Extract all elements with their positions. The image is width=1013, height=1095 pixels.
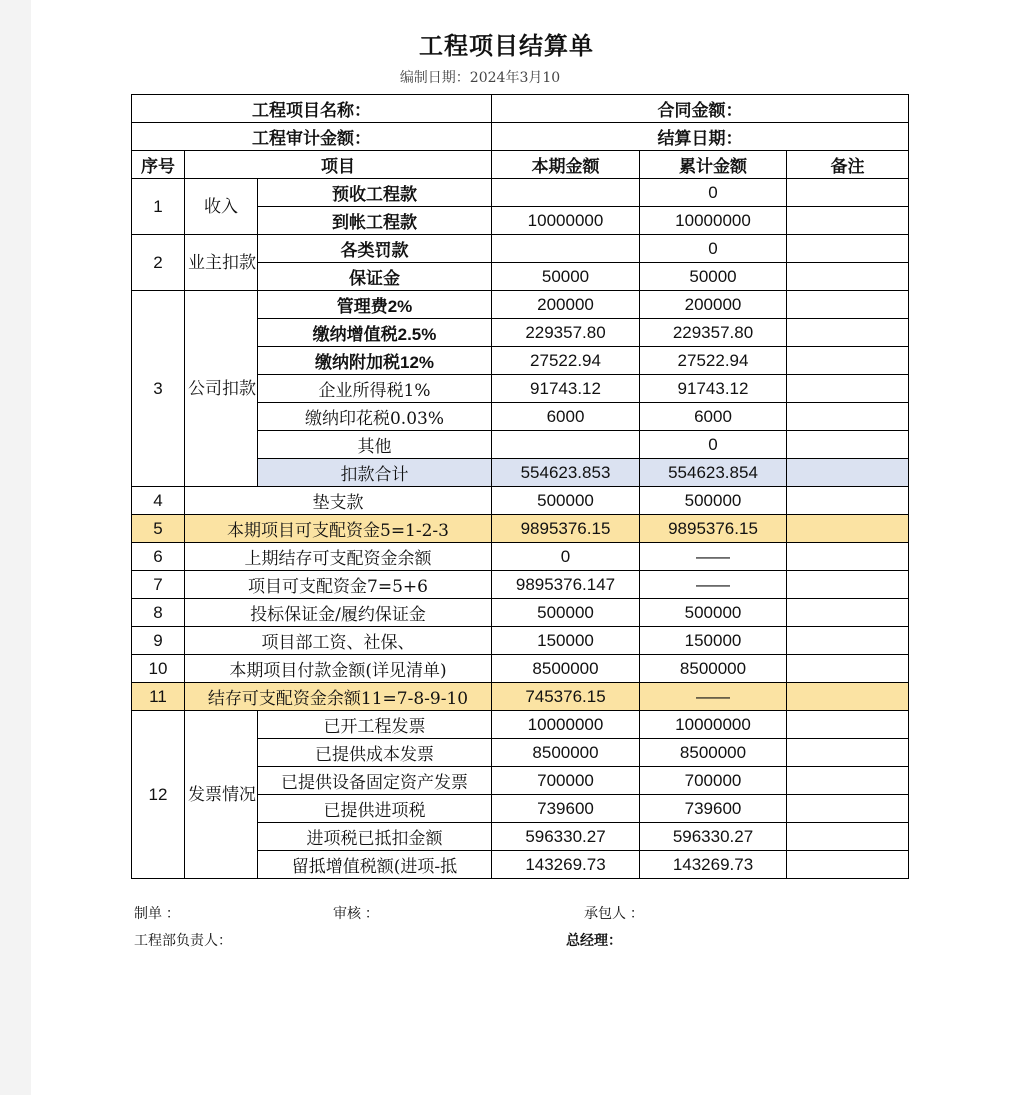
current-amount: 9895376.15 xyxy=(492,515,640,543)
remark-cell xyxy=(787,627,909,655)
current-amount: 745376.15 xyxy=(492,683,640,711)
remark-cell xyxy=(787,431,909,459)
item-cell: 上期结存可支配资金余额 xyxy=(185,543,492,571)
remark-cell xyxy=(787,403,909,431)
table-row xyxy=(132,599,909,627)
current-amount: 229357.80 xyxy=(492,319,640,347)
row-number: 10 xyxy=(132,655,185,683)
item-cell: 已提供设备固定资产发票 xyxy=(258,767,492,795)
total-amount: 0 xyxy=(640,235,787,263)
category-cell: 发票情况 xyxy=(185,711,258,879)
remark-cell xyxy=(787,263,909,291)
remark-cell xyxy=(787,347,909,375)
table-row xyxy=(132,487,909,515)
category-cell: 收入 xyxy=(185,179,258,235)
remark-cell xyxy=(787,655,909,683)
row-number: 7 xyxy=(132,571,185,599)
row-number: 3 xyxy=(132,291,185,487)
item-cell: 结存可支配资金余额11=7-8-9-10 xyxy=(185,683,492,711)
row-number: 11 xyxy=(132,683,185,711)
current-amount: 554623.853 xyxy=(492,459,640,487)
maker-label: 制单 ： xyxy=(134,905,180,921)
current-amount: 200000 xyxy=(492,291,640,319)
total-amount: —— xyxy=(640,571,787,599)
total-amount: 596330.27 xyxy=(640,823,787,851)
col-header-item: 项目 xyxy=(185,151,492,179)
remark-cell xyxy=(787,487,909,515)
row-number: 8 xyxy=(132,599,185,627)
total-amount: 8500000 xyxy=(640,655,787,683)
item-cell: 企业所得税1% xyxy=(258,375,492,403)
category-cell: 业主扣款 xyxy=(185,235,258,291)
contract-amount-label: 合同金额： xyxy=(492,95,909,123)
table-row-highlighted xyxy=(132,515,909,543)
total-amount: 554623.854 xyxy=(640,459,787,487)
item-cell: 各类罚款 xyxy=(258,235,492,263)
remark-cell xyxy=(787,291,909,319)
col-header-total: 累计金额 xyxy=(640,151,787,179)
item-cell: 项目部工资、社保、 xyxy=(185,627,492,655)
row-number: 12 xyxy=(132,711,185,879)
current-amount: 50000 xyxy=(492,263,640,291)
item-cell: 留抵增值税额(进项-抵 xyxy=(258,851,492,879)
total-amount: 200000 xyxy=(640,291,787,319)
settlement-table xyxy=(131,94,909,879)
item-cell: 垫支款 xyxy=(185,487,492,515)
current-amount xyxy=(492,235,640,263)
current-amount: 150000 xyxy=(492,627,640,655)
table-row xyxy=(132,711,909,739)
total-amount: 700000 xyxy=(640,767,787,795)
current-amount: 6000 xyxy=(492,403,640,431)
item-cell: 已提供进项税 xyxy=(258,795,492,823)
table-row xyxy=(132,627,909,655)
table-row xyxy=(132,179,909,207)
row-number: 1 xyxy=(132,179,185,235)
remark-cell xyxy=(787,179,909,207)
item-cell: 到帐工程款 xyxy=(258,207,492,235)
current-amount: 10000000 xyxy=(492,207,640,235)
item-cell: 其他 xyxy=(258,431,492,459)
current-amount: 500000 xyxy=(492,487,640,515)
current-amount xyxy=(492,179,640,207)
current-amount: 10000000 xyxy=(492,711,640,739)
remark-cell xyxy=(787,795,909,823)
settle-date-label: 结算日期： xyxy=(492,123,909,151)
item-cell: 缴纳增值税2.5% xyxy=(258,319,492,347)
row-number: 6 xyxy=(132,543,185,571)
total-amount: 6000 xyxy=(640,403,787,431)
item-cell: 投标保证金/履约保证金 xyxy=(185,599,492,627)
item-cell: 本期项目可支配资金5=1-2-3 xyxy=(185,515,492,543)
document-title: 工程项目结算单 xyxy=(419,32,594,60)
total-amount: 143269.73 xyxy=(640,851,787,879)
current-amount: 8500000 xyxy=(492,655,640,683)
table-row xyxy=(132,655,909,683)
remark-cell xyxy=(787,515,909,543)
col-header-current: 本期金额 xyxy=(492,151,640,179)
general-manager-label: 总经理： xyxy=(566,932,622,948)
contractor-label: 承包人 ： xyxy=(584,905,644,921)
remark-cell xyxy=(787,683,909,711)
project-name-label: 工程项目名称： xyxy=(132,95,492,123)
header-row-2 xyxy=(132,123,909,151)
total-amount: —— xyxy=(640,543,787,571)
table-row xyxy=(132,543,909,571)
total-amount: 150000 xyxy=(640,627,787,655)
total-amount: 50000 xyxy=(640,263,787,291)
total-amount: 27522.94 xyxy=(640,347,787,375)
item-cell: 已开工程发票 xyxy=(258,711,492,739)
total-amount: 0 xyxy=(640,431,787,459)
remark-cell xyxy=(787,207,909,235)
current-amount: 700000 xyxy=(492,767,640,795)
column-header-row xyxy=(132,151,909,179)
current-amount: 596330.27 xyxy=(492,823,640,851)
total-amount: 229357.80 xyxy=(640,319,787,347)
item-cell: 缴纳印花税0.03% xyxy=(258,403,492,431)
remark-cell xyxy=(787,235,909,263)
item-cell: 扣款合计 xyxy=(258,459,492,487)
total-amount: 500000 xyxy=(640,599,787,627)
item-cell: 项目可支配资金7=5+6 xyxy=(185,571,492,599)
current-amount: 27522.94 xyxy=(492,347,640,375)
audit-amount-label: 工程审计金额： xyxy=(132,123,492,151)
remark-cell xyxy=(787,571,909,599)
reviewer-label: 审核 ： xyxy=(333,905,379,921)
remark-cell xyxy=(787,319,909,347)
remark-cell xyxy=(787,543,909,571)
remark-cell xyxy=(787,711,909,739)
row-number: 2 xyxy=(132,235,185,291)
col-header-no: 序号 xyxy=(132,151,185,179)
total-amount: 500000 xyxy=(640,487,787,515)
total-amount: 739600 xyxy=(640,795,787,823)
remark-cell xyxy=(787,375,909,403)
row-number: 9 xyxy=(132,627,185,655)
remark-cell xyxy=(787,739,909,767)
dept-head-label: 工程部负责人： xyxy=(134,932,232,948)
row-number: 4 xyxy=(132,487,185,515)
current-amount: 0 xyxy=(492,543,640,571)
item-cell: 管理费2% xyxy=(258,291,492,319)
total-amount: 8500000 xyxy=(640,739,787,767)
table-row-highlighted xyxy=(132,683,909,711)
item-cell: 保证金 xyxy=(258,263,492,291)
compile-date: 编制日期：2024年3月10 xyxy=(399,70,561,86)
current-amount: 91743.12 xyxy=(492,375,640,403)
remark-cell xyxy=(787,459,909,487)
total-amount: —— xyxy=(640,683,787,711)
item-cell: 已提供成本发票 xyxy=(258,739,492,767)
item-cell: 进项税已抵扣金额 xyxy=(258,823,492,851)
total-amount: 9895376.15 xyxy=(640,515,787,543)
item-cell: 本期项目付款金额(详见清单) xyxy=(185,655,492,683)
remark-cell xyxy=(787,767,909,795)
item-cell: 缴纳附加税12% xyxy=(258,347,492,375)
table-row xyxy=(132,291,909,319)
current-amount: 8500000 xyxy=(492,739,640,767)
category-cell: 公司扣款 xyxy=(185,291,258,487)
total-amount: 0 xyxy=(640,179,787,207)
current-amount: 143269.73 xyxy=(492,851,640,879)
header-row-1 xyxy=(132,95,909,123)
total-amount: 10000000 xyxy=(640,207,787,235)
remark-cell xyxy=(787,823,909,851)
remark-cell xyxy=(787,851,909,879)
current-amount xyxy=(492,431,640,459)
current-amount: 500000 xyxy=(492,599,640,627)
current-amount: 9895376.147 xyxy=(492,571,640,599)
table-row xyxy=(132,571,909,599)
remark-cell xyxy=(787,599,909,627)
row-number: 5 xyxy=(132,515,185,543)
total-amount: 91743.12 xyxy=(640,375,787,403)
current-amount: 739600 xyxy=(492,795,640,823)
col-header-remark: 备注 xyxy=(787,151,909,179)
table-row xyxy=(132,235,909,263)
total-amount: 10000000 xyxy=(640,711,787,739)
item-cell: 预收工程款 xyxy=(258,179,492,207)
